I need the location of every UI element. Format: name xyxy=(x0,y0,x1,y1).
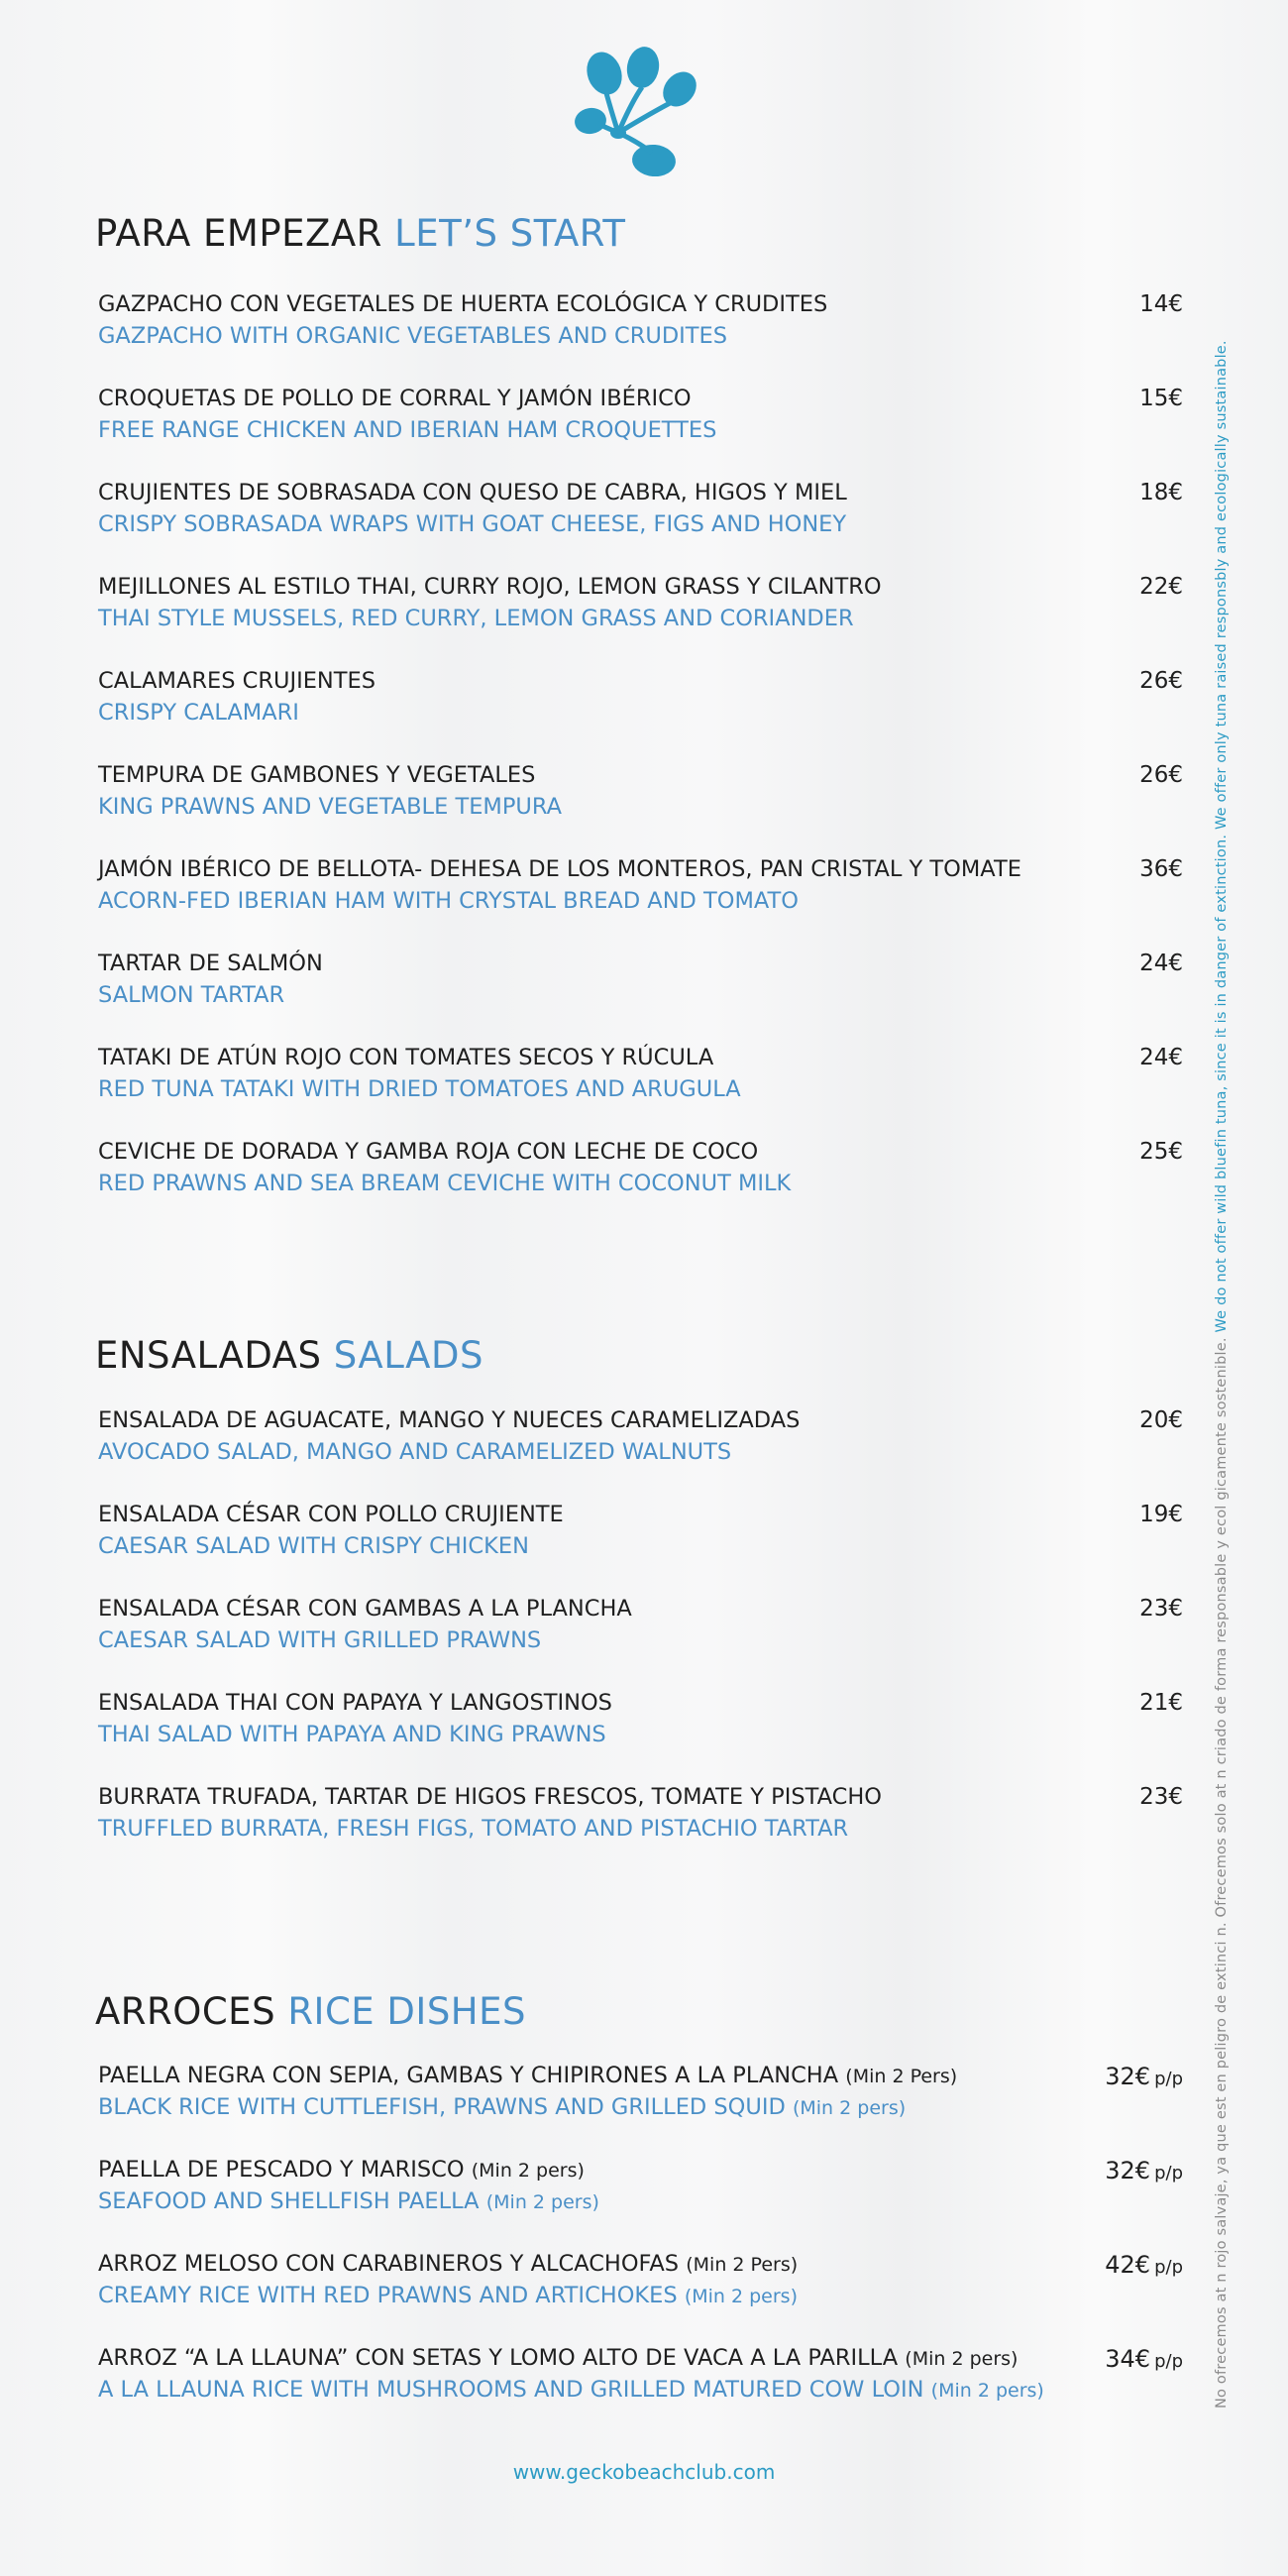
dish-price: 20€ xyxy=(1139,1407,1183,1433)
min-persons-note: (Min 2 pers) xyxy=(905,2348,1019,2370)
dish-price: 26€ xyxy=(1139,668,1183,694)
section-title-rice: ARROCES RICE DISHES xyxy=(95,1990,526,2033)
dish-name-en: CAESAR SALAD WITH CRISPY CHICKEN xyxy=(98,1533,529,1559)
dish-name-en: FREE RANGE CHICKEN AND IBERIAN HAM CROQUETTES xyxy=(98,417,717,443)
dish-name-es: CROQUETAS DE POLLO DE CORRAL Y JAMÓN IBÉRICO xyxy=(98,386,692,411)
dish-name-es: ENSALADA CÉSAR CON GAMBAS A LA PLANCHA xyxy=(98,1596,632,1622)
gecko-footprint-icon xyxy=(567,42,715,185)
dish-price: 14€ xyxy=(1139,291,1183,317)
dish-price: 18€ xyxy=(1139,480,1183,505)
min-persons-note: (Min 2 pers) xyxy=(485,2191,599,2213)
min-persons-note: (Min 2 pers) xyxy=(684,2286,798,2307)
menu-item xyxy=(98,951,1188,1020)
dish-name-en: CRISPY SOBRASADA WRAPS WITH GOAT CHEESE, FIGS AND HONEY xyxy=(98,511,847,537)
dish-price: 36€ xyxy=(1139,856,1183,882)
dish-name-es: CEVICHE DE DORADA Y GAMBA ROJA CON LECHE DE COCO xyxy=(98,1139,759,1165)
dish-price: 23€ xyxy=(1139,1596,1183,1622)
menu-item xyxy=(98,1596,1188,1665)
dish-name-es: ENSALADA CÉSAR CON POLLO CRUJIENTE xyxy=(98,1502,564,1527)
menu-item xyxy=(98,762,1188,832)
dish-price: 15€ xyxy=(1139,386,1183,411)
dish-price: 24€ xyxy=(1139,1045,1183,1070)
dish-name-en: SALMON TARTAR xyxy=(98,982,285,1008)
menu-item xyxy=(98,291,1188,361)
min-persons-note: (Min 2 pers) xyxy=(471,2160,585,2182)
dish-name-en: CRISPY CALAMARI xyxy=(98,700,299,726)
tuna-sustainability-note: No ofrecemos at n rojo salvaje, ya que est en peligro de extinci n. Ofrecemos solo at n criado de forma responsable y ecol gicamente sostenible. We do not offer wild bluefin tuna, since it is in danger of extinction. We offer only tuna raised responsbly and ecologically sustainable. xyxy=(1214,340,1230,2408)
dish-name-en: RED PRAWNS AND SEA BREAM CEVICHE WITH COCONUT MILK xyxy=(98,1171,792,1196)
dish-name-es: TEMPURA DE GAMBONES Y VEGETALES xyxy=(98,762,536,788)
dish-name-es: BURRATA TRUFADA, TARTAR DE HIGOS FRESCOS, TOMATE Y PISTACHO xyxy=(98,1784,882,1810)
dish-name-es: ENSALADA THAI CON PAPAYA Y LANGOSTINOS xyxy=(98,1690,612,1716)
section-title-starters: PARA EMPEZAR LET’S START xyxy=(95,212,626,255)
dish-price: 32€ p/p xyxy=(1105,2063,1183,2090)
section-title-salads: ENSALADAS SALADS xyxy=(95,1334,483,1377)
menu-item xyxy=(98,1784,1188,1853)
dish-name-es: TARTAR DE SALMÓN xyxy=(98,951,323,976)
dish-name-en: CAESAR SALAD WITH GRILLED PRAWNS xyxy=(98,1627,542,1653)
dish-price: 19€ xyxy=(1139,1502,1183,1527)
dish-price: 22€ xyxy=(1139,574,1183,600)
dish-name-en: ACORN-FED IBERIAN HAM WITH CRYSTAL BREAD AND TOMATO xyxy=(98,888,799,914)
dish-name-en: THAI SALAD WITH PAPAYA AND KING PRAWNS xyxy=(98,1722,606,1747)
menu-item xyxy=(98,1690,1188,1759)
dish-name-en: BLACK RICE WITH CUTTLEFISH, PRAWNS AND GRILLED SQUID (Min 2 pers) xyxy=(98,2094,907,2120)
dish-name-en: TRUFFLED BURRATA, FRESH FIGS, TOMATO AND PISTACHIO TARTAR xyxy=(98,1816,849,1842)
menu-item xyxy=(98,2345,1188,2414)
dish-price: 24€ xyxy=(1139,951,1183,976)
dish-name-en: RED TUNA TATAKI WITH DRIED TOMATOES AND ARUGULA xyxy=(98,1076,741,1102)
dish-price: 32€ p/p xyxy=(1105,2157,1183,2184)
dish-price: 21€ xyxy=(1139,1690,1183,1716)
dish-price: 26€ xyxy=(1139,762,1183,788)
dish-name-en: THAI STYLE MUSSELS, RED CURRY, LEMON GRASS AND CORIANDER xyxy=(98,606,854,631)
dish-name-es: ENSALADA DE AGUACATE, MANGO Y NUECES CARAMELIZADAS xyxy=(98,1407,801,1433)
dish-name-es: MEJILLONES AL ESTILO THAI, CURRY ROJO, LEMON GRASS Y CILANTRO xyxy=(98,574,882,600)
min-persons-note: (Min 2 pers) xyxy=(930,2380,1044,2402)
dish-name-en: SEAFOOD AND SHELLFISH PAELLA (Min 2 pers) xyxy=(98,2188,599,2214)
menu-item xyxy=(98,386,1188,455)
dish-name-en: KING PRAWNS AND VEGETABLE TEMPURA xyxy=(98,794,562,820)
dish-name-es: ARROZ MELOSO CON CARABINEROS Y ALCACHOFAS (Min 2 Pers) xyxy=(98,2251,799,2277)
dish-price: 23€ xyxy=(1139,1784,1183,1810)
dish-name-es: CALAMARES CRUJIENTES xyxy=(98,668,376,694)
menu-item xyxy=(98,2251,1188,2320)
dish-price: 25€ xyxy=(1139,1139,1183,1165)
dish-name-es: JAMÓN IBÉRICO DE BELLOTA- DEHESA DE LOS MONTEROS, PAN CRISTAL Y TOMATE xyxy=(98,856,1021,882)
website-link[interactable]: www.geckobeachclub.com xyxy=(512,2460,776,2484)
menu-item xyxy=(98,1502,1188,1571)
dish-name-es: TATAKI DE ATÚN ROJO CON TOMATES SECOS Y RÚCULA xyxy=(98,1045,714,1070)
menu-item xyxy=(98,1139,1188,1208)
menu-item xyxy=(98,2157,1188,2226)
dish-name-es: PAELLA DE PESCADO Y MARISCO (Min 2 pers) xyxy=(98,2157,585,2183)
menu-item xyxy=(98,668,1188,737)
menu-item xyxy=(98,1407,1188,1477)
min-persons-note: (Min 2 Pers) xyxy=(845,2066,958,2087)
dish-price: 34€ p/p xyxy=(1105,2345,1183,2373)
dish-name-en: GAZPACHO WITH ORGANIC VEGETABLES AND CRUDITES xyxy=(98,323,728,349)
menu-item xyxy=(98,856,1188,926)
min-persons-note: (Min 2 Pers) xyxy=(686,2254,799,2276)
dish-name-es: PAELLA NEGRA CON SEPIA, GAMBAS Y CHIPIRONES A LA PLANCHA (Min 2 Pers) xyxy=(98,2063,958,2088)
menu-item xyxy=(98,2063,1188,2132)
menu-item xyxy=(98,574,1188,643)
dish-price: 42€ p/p xyxy=(1105,2251,1183,2279)
dish-name-es: ARROZ “A LA LLAUNA” CON SETAS Y LOMO ALTO DE VACA A LA PARILLA (Min 2 pers) xyxy=(98,2345,1019,2371)
dish-name-en: A LA LLAUNA RICE WITH MUSHROOMS AND GRILLED MATURED COW LOIN (Min 2 pers) xyxy=(98,2377,1044,2403)
dish-name-es: CRUJIENTES DE SOBRASADA CON QUESO DE CABRA, HIGOS Y MIEL xyxy=(98,480,847,505)
dish-name-en: CREAMY RICE WITH RED PRAWNS AND ARTICHOKES (Min 2 pers) xyxy=(98,2283,798,2308)
menu-item xyxy=(98,1045,1188,1114)
min-persons-note: (Min 2 pers) xyxy=(792,2097,907,2119)
dish-name-en: AVOCADO SALAD, MANGO AND CARAMELIZED WALNUTS xyxy=(98,1439,732,1465)
menu-item xyxy=(98,480,1188,549)
dish-name-es: GAZPACHO CON VEGETALES DE HUERTA ECOLÓGICA Y CRUDITES xyxy=(98,291,828,317)
